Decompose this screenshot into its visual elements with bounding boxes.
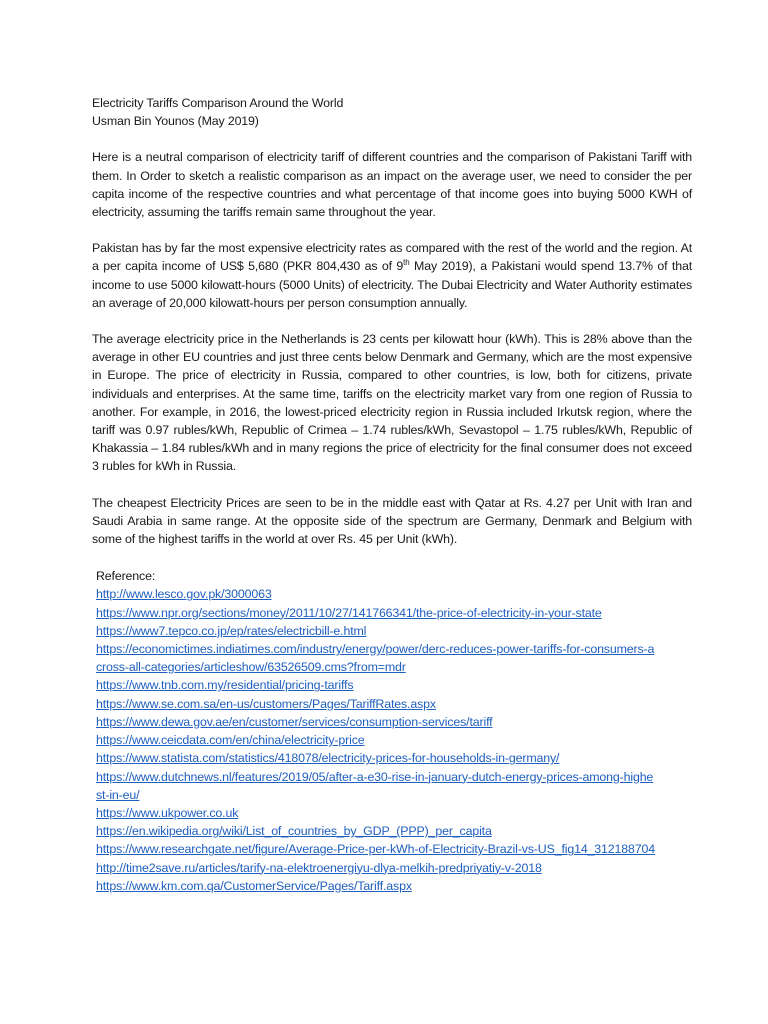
reference-link[interactable]: https://www.statista.com/statistics/418078/electricity-prices-for-households-in-germany/: [96, 751, 560, 766]
reference-link[interactable]: https://www.dewa.gov.ae/en/customer/services/consumption-services/tariff: [96, 714, 493, 729]
reference-link[interactable]: https://www.km.com.qa/CustomerService/Pages/Tariff.aspx: [96, 878, 412, 893]
author-line: Usman Bin Younos (May 2019): [92, 114, 259, 129]
reference-link[interactable]: https://economictimes.indiatimes.com/industry/energy/power/derc-reduces-power-tariffs-for-consumers-across-all-categories/articleshow/63526509.cms?from=mdr: [96, 642, 655, 675]
reference-link[interactable]: http://time2save.ru/articles/tarify-na-elektroenergiyu-dlya-melkih-predpriyatiy-v-2018: [96, 860, 542, 875]
reference-link[interactable]: http://www.lesco.gov.pk/3000063: [96, 587, 272, 602]
paragraph-intro: Here is a neutral comparison of electricity tariff of different countries and the comparison of Pakistani Tariff with them. In Order to sketch a realistic comparison as an impact on the average user, we need to consider the per capita income of the respective countries and what percentage of that income goes into buying 5000 KWH of electricity, assuming the tariffs remain same throughout the year.: [92, 150, 692, 220]
ordinal-suffix: th: [403, 258, 410, 268]
reference-link[interactable]: https://www.ceicdata.com/en/china/electricity-price: [96, 733, 365, 748]
paragraph-cheapest: The cheapest Electricity Prices are seen to be in the middle east with Qatar at Rs. 4.27 per Unit with Iran and Saudi Arabia in same range. At the opposite side of the spectrum are Germany, Denmark and Belgium with some of the highest tariffs in the world at over Rs. 45 per Unit (kWh).: [92, 495, 692, 547]
reference-link[interactable]: https://www.se.com.sa/en-us/customers/Pages/TariffRates.aspx: [96, 696, 436, 711]
reference-link[interactable]: https://www.researchgate.net/figure/Average-Price-per-kWh-of-Electricity-Brazil-vs-US_fig14_312188704: [96, 842, 655, 857]
reference-link[interactable]: https://www.ukpower.co.uk: [96, 805, 239, 820]
reference-link[interactable]: https://www.tnb.com.my/residential/pricing-tariffs: [96, 678, 354, 693]
reference-link[interactable]: https://www.dutchnews.nl/features/2019/05/after-a-e30-rise-in-january-dutch-energy-prices-among-highest-in-eu/: [96, 769, 654, 802]
paragraph-pakistan: [92, 239, 692, 312]
reference-list: [92, 567, 696, 895]
reference-link[interactable]: https://en.wikipedia.org/wiki/List_of_countries_by_GDP_(PPP)_per_capita: [96, 824, 492, 839]
reference-link[interactable]: https://www7.tepco.co.jp/ep/rates/electricbill-e.html: [96, 623, 367, 638]
paragraph-pakistan-part2: May 2019), a Pakistani would spend 13.7% of that income to use 5000 kilowatt-hours (5000 Units) of electricity. The Dubai Electricity and Water Authority estimates an average of 20,000 kilowatt-hours per person consumption annually.: [92, 259, 693, 310]
paragraph-europe-russia: The average electricity price in the Netherlands is 23 cents per kilowatt hour (kWh). This is 28% above than the average in other EU countries and just three cents below Denmark and Germany, which are the most expensive in Europe. The price of electricity in Russia, compared to other countries, is low, both for citizens, private individuals and enterprises. At the same time, tariffs on the electricity market vary from one region of Russia to another. For example, in 2016, the lowest-priced electricity region in Russia included Irkutsk region, where the tariff was 0.97 rubles/kWh, Republic of Crimea – 1.74 rubles/kWh, Sevastopol – 1.75 rubles/kWh, Republic of Khakassia – 1.84 rubles/kWh and in many regions the price of electricity for the final consumer does not exceed 3 rubles for kWh in Russia.: [92, 332, 692, 474]
reference-heading: Reference:: [96, 569, 156, 584]
document-page: [92, 94, 692, 895]
reference-link[interactable]: https://www.npr.org/sections/money/2011/10/27/141766341/the-price-of-electricity-in-your-state: [96, 605, 602, 620]
paragraph-pakistan-part1: Pakistan has by far the most expensive electricity rates as compared with the rest of the world and the region. At a per capita income of US$ 5,680 (PKR 804,430 as of 9: [92, 241, 692, 274]
document-title: Electricity Tariffs Comparison Around the World: [92, 96, 344, 110]
